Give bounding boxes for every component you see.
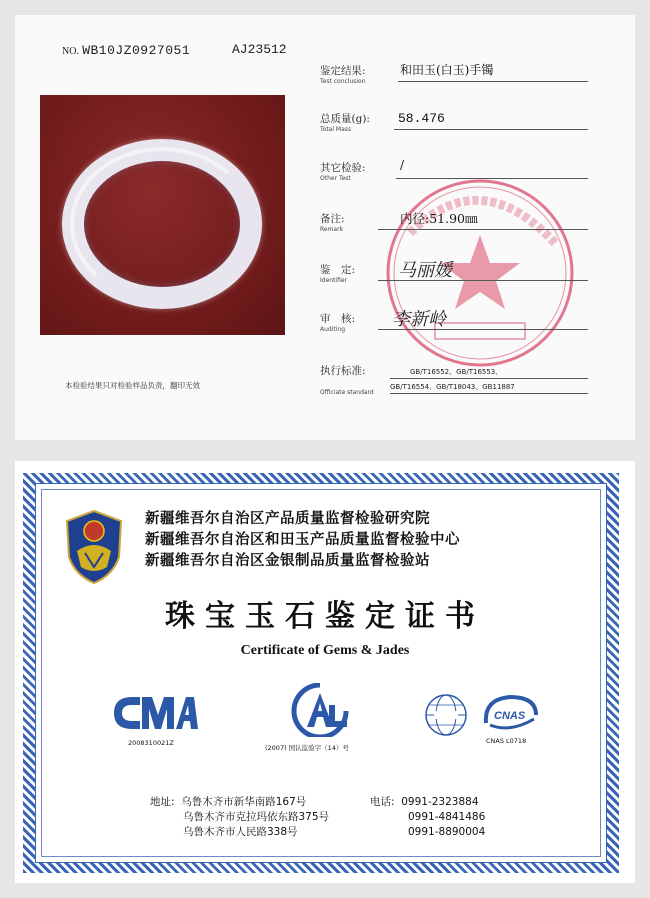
cal-mark-icon	[285, 683, 355, 737]
field-label-en: Auditing	[320, 326, 346, 333]
field-value: 内径:51.90㎜	[400, 211, 478, 226]
address-label: 地址:	[150, 796, 175, 808]
cnas-code: CNAS L0718	[486, 737, 527, 745]
phone-number: 0991-4841486	[408, 811, 486, 823]
report-number-value: WB10JZ0927051	[82, 43, 191, 58]
institute-name: 新疆维吾尔自治区产品质量监督检验研究院	[145, 511, 430, 527]
field-underline	[378, 280, 588, 281]
field-label-en: Total Mass	[320, 126, 352, 133]
field-underline	[394, 129, 588, 130]
field-label: 备注:	[320, 213, 345, 225]
field-label: 总质量(g):	[320, 113, 370, 125]
field-underline	[390, 378, 588, 379]
cal-code: (2007) 国认监验字（14）号	[265, 744, 349, 752]
field-value: 58.476	[398, 111, 445, 126]
field-label: 鉴 定:	[320, 264, 356, 276]
field-label-en: Identifier	[320, 277, 348, 284]
phone-number: 0991-2323884	[401, 796, 479, 808]
disclaimer-note: 本检验结果只对检验样品负责，翻印无效	[65, 381, 200, 390]
cnas-logo	[480, 693, 540, 745]
field-underline	[378, 229, 588, 230]
field-label-en: Test conclusion	[320, 78, 366, 85]
phone-number: 0991-8890004	[408, 826, 486, 838]
phone-block	[370, 795, 485, 840]
field-label: 执行标准:	[320, 365, 366, 377]
institute-name: 新疆维吾尔自治区金银制品质量监督检验站	[145, 553, 430, 569]
field-label: 其它检验:	[320, 162, 366, 174]
field-label-en: Other Test	[320, 175, 351, 182]
aj-code: AJ23512	[232, 42, 287, 57]
ilac-globe-icon	[420, 693, 472, 737]
certificate-cover-card	[15, 461, 635, 883]
field-value: /	[400, 158, 405, 172]
field-underline	[396, 178, 588, 179]
cal-logo	[265, 683, 355, 752]
standards-line-2: GB/T16554、GB/T18043、GB11887	[390, 383, 515, 391]
cma-logo	[110, 693, 200, 747]
field-underline	[378, 329, 588, 330]
quality-supervision-emblem-icon	[63, 509, 125, 585]
report-number-label: NO.	[62, 46, 79, 57]
report-number	[62, 42, 287, 58]
institute-name: 新疆维吾尔自治区和田玉产品质量监督检验中心	[145, 532, 460, 548]
address-line: 乌鲁木齐市人民路338号	[183, 826, 298, 838]
issuing-institutes	[145, 509, 605, 572]
bangle-highlight	[70, 147, 254, 301]
svg-text:CNAS: CNAS	[494, 710, 526, 722]
field-value: 和田玉(白玉)手镯	[400, 63, 494, 77]
field-label-en: Officiate standard	[320, 389, 374, 396]
ilac-mra-logo	[420, 693, 472, 741]
cnas-mark-icon	[480, 693, 540, 733]
field-label: 鉴定结果:	[320, 65, 366, 77]
field-label-en: Remark	[320, 226, 344, 233]
address-block	[150, 795, 329, 840]
auditor-signature: 李新岭	[392, 309, 446, 330]
identifier-signature: 马丽媛	[398, 260, 452, 281]
address-line: 乌鲁木齐市新华南路167号	[181, 796, 307, 808]
address-line: 乌鲁木齐市克拉玛依东路375号	[183, 811, 330, 823]
cma-code: 2008310021Z	[128, 739, 174, 747]
field-label: 审 核:	[320, 313, 356, 325]
certificate-title: 珠宝玉石鉴定证书	[165, 599, 485, 634]
field-underline	[390, 393, 588, 394]
certificate-subtitle: Certificate of Gems & Jades	[240, 643, 410, 658]
test-report-card	[15, 15, 635, 440]
standards-line-1: GB/T16552、GB/T16553、	[410, 368, 503, 376]
field-underline	[398, 81, 588, 82]
phone-label: 电话:	[370, 796, 395, 808]
cma-mark-icon	[110, 693, 200, 733]
bangle-photo	[40, 95, 285, 335]
